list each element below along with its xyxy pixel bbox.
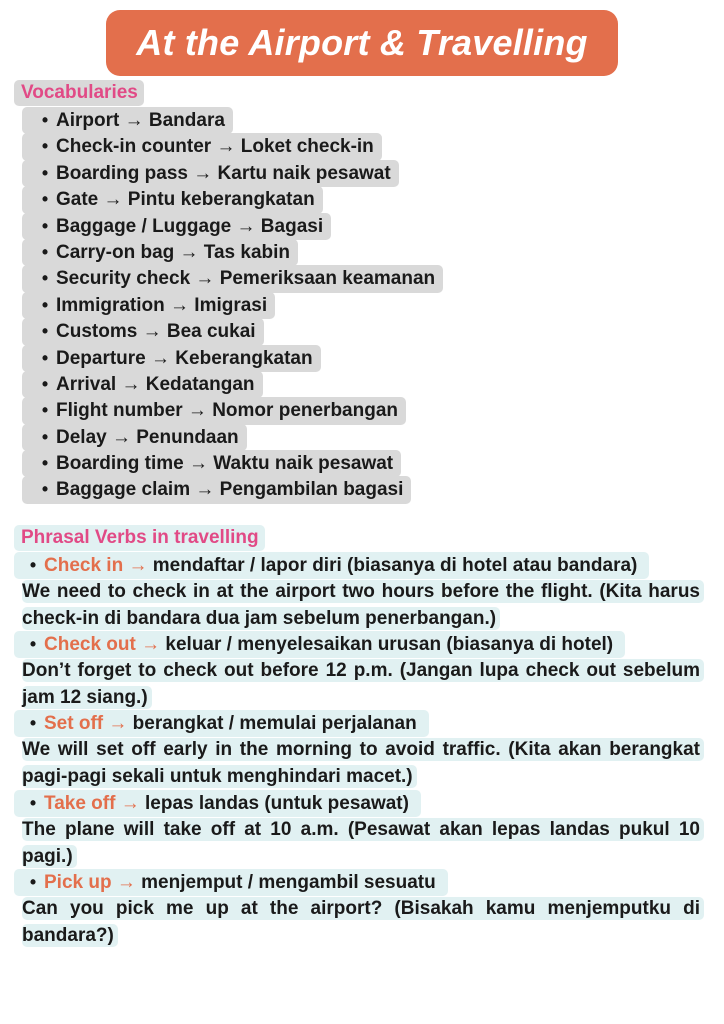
- bullet-icon: •: [41, 136, 49, 157]
- vocab-entry: Baggage / Luggage → Bagasi: [56, 215, 324, 237]
- bullet-icon: •: [41, 347, 49, 368]
- phrasal-term: Check in →: [44, 555, 148, 576]
- bullet-icon: •: [41, 321, 49, 342]
- vocab-entry: Immigration → Imigrasi: [56, 294, 268, 316]
- phrasal-term: Pick up →: [44, 872, 136, 893]
- vocab-entry: Boarding time → Waktu naik pesawat: [56, 453, 394, 475]
- bullet-icon: •: [41, 479, 49, 500]
- phrasal-example: We need to check in at the airport two hours before the flight. (Kita harus check-in di bandara dua jam sebelum penerbangan.): [22, 580, 704, 630]
- phrasal-verb-check-out: [14, 631, 710, 711]
- bullet-icon: •: [29, 713, 37, 733]
- vocab-entry: Departure → Keberangkatan: [56, 347, 313, 369]
- bullet-icon: •: [29, 634, 37, 654]
- bullet-icon: •: [41, 400, 49, 421]
- list-item: [22, 450, 443, 476]
- vocab-entry: Delay → Penundaan: [56, 426, 239, 448]
- list-item: [22, 318, 443, 344]
- phrasal-example: Don’t forget to check out before 12 p.m. (Jangan lupa check out sebelum jam 12 siang.): [22, 659, 704, 709]
- vocabularies-heading: Vocabularies: [14, 80, 144, 106]
- phrasal-meaning: menjemput / mengambil sesuatu: [141, 872, 436, 893]
- bullet-icon: •: [29, 793, 37, 813]
- vocabulary-list: [22, 107, 443, 503]
- list-item: [22, 213, 443, 239]
- phrasal-example: The plane will take off at 10 a.m. (Pesawat akan lepas landas pukul 10 pagi.): [22, 818, 704, 868]
- bullet-icon: •: [41, 110, 49, 130]
- vocab-entry: Gate → Pintu keberangkatan: [56, 189, 315, 211]
- list-item: [22, 292, 443, 318]
- bullet-icon: •: [41, 162, 49, 183]
- phrasal-verb-check-in: [14, 552, 710, 632]
- vocab-entry: Airport → Bandara: [56, 110, 225, 131]
- list-item: [22, 186, 443, 212]
- vocab-entry: Customs → Bea cukai: [56, 321, 256, 343]
- phrasal-meaning: berangkat / memulai perjalanan: [132, 713, 417, 734]
- phrasal-term: Set off →: [44, 713, 128, 734]
- bullet-icon: •: [29, 872, 37, 892]
- vocab-entry: Carry-on bag → Tas kabin: [56, 241, 291, 263]
- phrasal-verb-set-off: [14, 710, 710, 790]
- phrasal-meaning: keluar / menyelesaikan urusan (biasanya di hotel): [165, 634, 614, 655]
- title-banner: [106, 10, 618, 76]
- phrasal-example: We will set off early in the morning to avoid traffic. (Kita akan berangkat pagi-pagi sekali untuk menghindari macet.): [22, 738, 704, 788]
- vocab-entry: Boarding pass → Kartu naik pesawat: [56, 162, 391, 184]
- bullet-icon: •: [41, 426, 49, 447]
- list-item: [22, 371, 443, 397]
- bullet-icon: •: [41, 294, 49, 315]
- list-item: [22, 397, 443, 423]
- vocab-entry: Check-in counter → Loket check-in: [56, 136, 374, 158]
- bullet-icon: •: [41, 268, 49, 289]
- list-item: [22, 424, 443, 450]
- phrasal-meaning: mendaftar / lapor diri (biasanya di hotel atau bandara): [152, 555, 638, 576]
- bullet-icon: •: [41, 215, 49, 236]
- vocab-entry: Baggage claim → Pengambilan bagasi: [56, 479, 404, 501]
- phrasal-term: Take off →: [44, 793, 140, 814]
- list-item: [22, 133, 443, 159]
- list-item: [22, 160, 443, 186]
- page-title: At the Airport & Travelling: [136, 22, 588, 63]
- phrasal-verbs-heading: Phrasal Verbs in travelling: [14, 525, 265, 551]
- phrasal-verb-take-off: [14, 790, 710, 870]
- list-item: [22, 239, 443, 265]
- vocab-entry: Security check → Pemeriksaan keamanan: [56, 268, 436, 290]
- phrasal-term: Check out →: [44, 634, 161, 655]
- bullet-icon: •: [41, 453, 49, 474]
- phrasal-meaning: lepas landas (untuk pesawat): [145, 793, 409, 814]
- bullet-icon: •: [41, 189, 49, 210]
- vocab-entry: Flight number → Nomor penerbangan: [56, 400, 399, 422]
- list-item: [22, 345, 443, 371]
- list-item: [22, 107, 443, 133]
- bullet-icon: •: [41, 373, 49, 394]
- bullet-icon: •: [29, 555, 37, 575]
- bullet-icon: •: [41, 241, 49, 262]
- phrasal-example: Can you pick me up at the airport? (Bisakah kamu menjemputku di bandara?): [22, 897, 704, 947]
- phrasal-verb-pick-up: [14, 869, 710, 949]
- list-item: [22, 265, 443, 291]
- list-item: [22, 476, 443, 502]
- vocab-entry: Arrival → Kedatangan: [56, 373, 255, 395]
